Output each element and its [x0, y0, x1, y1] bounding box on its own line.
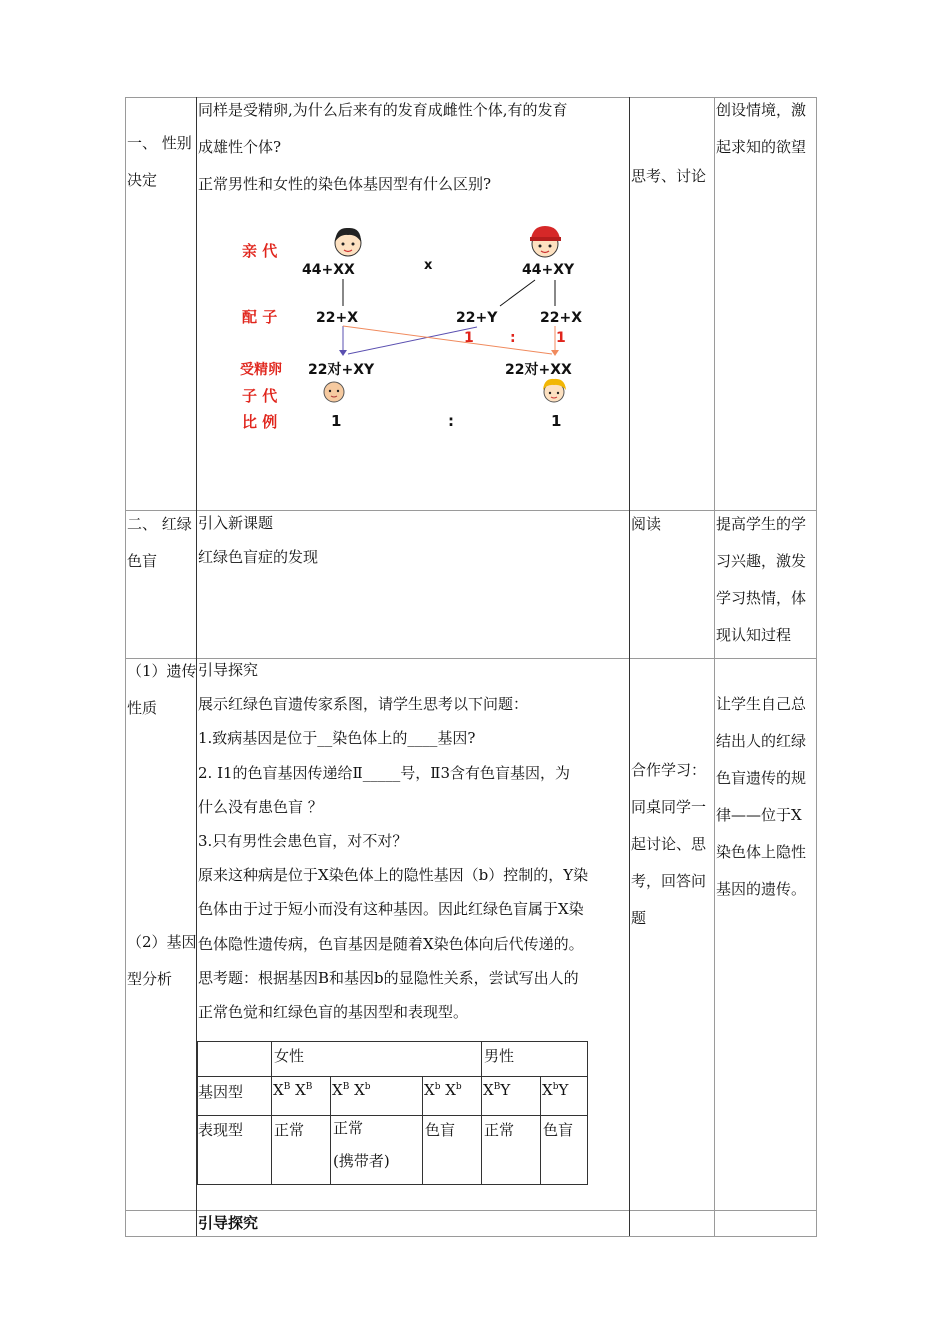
- gt-genotype-base: X: [440, 1081, 456, 1099]
- gt-genotype-sup: B: [342, 1082, 350, 1092]
- r4-col2-text: 引导探究: [198, 1214, 259, 1232]
- table-left-border: [125, 97, 126, 1236]
- r1-col3-line: 思考、讨论: [631, 167, 707, 185]
- r3-col2-line: 2. Ⅰ1的色盲基因传递给Ⅱ_____号，Ⅱ3含有色盲基因，为: [198, 763, 570, 782]
- r3-col1b-line: （2）基因: [127, 933, 197, 951]
- gt-genotype-base: X: [349, 1081, 365, 1099]
- gt-female-header: 女性: [274, 1047, 305, 1065]
- r3-col2-line: 色体由于过于短小而没有这种基因。因此红绿色盲属于X染: [198, 900, 584, 919]
- gt-genotype-base: Y: [500, 1081, 511, 1099]
- gt-phenotype-cell: [333, 1112, 390, 1178]
- gt-genotype-sup: b: [455, 1082, 462, 1092]
- r3-col2-line: 3.只有男性会患色盲，对不对？: [198, 832, 408, 851]
- r2-col4-line: 提高学生的学: [716, 515, 807, 533]
- r1-col1-line: 决定: [127, 171, 158, 189]
- gamete-father-x: 22+X: [540, 310, 583, 326]
- gamete-ratio-left: 1: [464, 330, 474, 346]
- r3-col3-line: 起讨论、思: [631, 835, 707, 853]
- r3-col1a-text: [127, 653, 197, 727]
- r1-col2-line: 同样是受精卵,为什么后来有的发育成雌性个体,有的发育: [198, 101, 568, 119]
- gamete-ratio-colon: :: [510, 330, 516, 346]
- gt-v6: [587, 1041, 588, 1184]
- gt-phenotype-cell: 正常: [484, 1121, 515, 1139]
- r2-col3-line: 阅读: [631, 515, 662, 533]
- r3-col3-text: [631, 752, 706, 937]
- r1-col4-text: [716, 92, 806, 166]
- r2-col2-text: [198, 506, 318, 574]
- gt-genotype-base: X: [483, 1081, 494, 1099]
- gt-male-header: 男性: [484, 1047, 515, 1065]
- label-gametes: 配 子: [242, 308, 278, 326]
- r3-col3-line: 题: [631, 909, 647, 927]
- gt-genotype-label: 基因型: [198, 1083, 244, 1101]
- table-right-border: [816, 97, 817, 1236]
- r2-col4-line: 现认知过程: [716, 626, 792, 644]
- r2-col2-line: 红绿色盲症的发现: [198, 548, 319, 566]
- r3-col4-text: [716, 686, 806, 908]
- label-parents: 亲 代: [242, 242, 278, 260]
- r3-col4-line: 让学生自己总: [716, 695, 807, 713]
- r3-col2-line: 展示红绿色盲遗传家系图，请学生思考以下问题：: [198, 695, 529, 714]
- r3-col2-line: 色体隐性遗传病，色盲基因是随着X染色体向后代传递的。: [198, 934, 584, 953]
- zygote-female: 22对+XX: [505, 362, 572, 378]
- gt-phenotype-cell: 色盲: [425, 1121, 456, 1139]
- gamete-ratio-right: 1: [556, 330, 566, 346]
- gt-genotype-cell: [424, 1081, 462, 1099]
- col3-right-border: [714, 97, 715, 1236]
- r3-col1a-line: 性质: [127, 699, 158, 717]
- mother-face-icon: [335, 228, 361, 256]
- cross-symbol: x: [424, 258, 433, 273]
- gt-v2: [330, 1076, 331, 1184]
- gt-v3: [422, 1076, 423, 1184]
- r2-col3-text: [631, 506, 661, 543]
- baby-boy-icon: [324, 382, 344, 402]
- r3-col2-line: 引导探究: [198, 661, 259, 679]
- r3-col3-line: 同桌同学一: [631, 798, 707, 816]
- r2-col1-line: 二、 红绿: [127, 515, 192, 533]
- r3-col4-line: 律——位于X: [716, 806, 802, 824]
- gt-v5: [540, 1076, 541, 1184]
- r3-col4-line: 结出人的红绿: [716, 732, 807, 750]
- col2-right-border: [629, 97, 630, 1236]
- r3-col1a-line: （1）遗传: [127, 662, 197, 680]
- r2-col1-line: 色盲: [127, 552, 158, 570]
- r1-col1-text: [127, 125, 192, 199]
- r3-col2-line: 正常色觉和红绿色盲的基因型和表现型。: [198, 1003, 469, 1022]
- gt-bottom: [197, 1184, 588, 1185]
- father-karyotype: 44+XY: [522, 262, 575, 278]
- gt-v1: [271, 1041, 272, 1184]
- gt-genotype-sup: B: [283, 1082, 291, 1092]
- gt-genotype-cell: [542, 1081, 568, 1099]
- gt-genotype-base: Y: [558, 1081, 569, 1099]
- ratio-left: 1: [331, 412, 342, 430]
- gt-genotype-sup: b: [364, 1082, 371, 1092]
- gt-genotype-base: X: [273, 1081, 284, 1099]
- r1-col3-text: [631, 158, 706, 195]
- r3-col2-line: 1.致病基因是位于__染色体上的____基因?: [198, 729, 476, 748]
- r1-col4-line: 起求知的欲望: [716, 138, 807, 156]
- gt-top: [197, 1041, 588, 1042]
- gt-phenotype-label: 表现型: [198, 1121, 244, 1139]
- father-face-icon: [530, 226, 561, 257]
- sex-determination-diagram: [230, 222, 610, 437]
- gt-carrier-note: (携带者): [333, 1152, 390, 1170]
- r2-col1-text: [127, 506, 192, 580]
- r2-col4-line: 学习热情，体: [716, 589, 807, 607]
- r1-col2-text: [198, 92, 568, 203]
- r3-col3-line: 合作学习：: [631, 761, 707, 779]
- gt-genotype-base: X: [332, 1081, 343, 1099]
- zygote-male: 22对+XY: [308, 362, 375, 378]
- gt-genotype-base: X: [542, 1081, 553, 1099]
- gt-phenotype-value: 正常: [333, 1119, 364, 1137]
- r3-col2-text: [198, 653, 588, 1029]
- r3-col2-line: 原来这种病是位于X染色体上的隐性基因（b）控制的，Y染: [198, 866, 589, 885]
- baby-girl-icon: [543, 379, 566, 402]
- label-zygote: 受精卵: [240, 362, 282, 378]
- gt-genotype-cell: [273, 1081, 312, 1099]
- r3-col4-line: 基因的遗传。: [716, 880, 807, 898]
- gt-v0: [197, 1041, 198, 1184]
- r1-col2-line: 正常男性和女性的染色体基因型有什么区别?: [198, 175, 492, 193]
- gt-genotype-base: X: [424, 1081, 435, 1099]
- gt-genotype-sup: b: [434, 1082, 441, 1092]
- gamete-father-y: 22+Y: [456, 310, 498, 326]
- r3-col4-line: 染色体上隐性: [716, 843, 807, 861]
- r3-col1b-text: [127, 924, 197, 998]
- r1-col2-line: 成雄性个体?: [198, 138, 282, 156]
- gt-genotype-sup: b: [552, 1082, 559, 1092]
- gt-genotype-cell: [483, 1081, 510, 1099]
- gt-genotype-sup: B: [493, 1082, 501, 1092]
- gt-phenotype-cell: 色盲: [543, 1121, 574, 1139]
- r2-col4-text: [716, 506, 806, 654]
- r1-col1-line: 一、 性别: [127, 134, 192, 152]
- r3-col4-line: 色盲遗传的规: [716, 769, 807, 787]
- r3-col2-line: 什么没有患色盲 ？: [198, 797, 323, 816]
- r2-col4-line: 习兴趣，激发: [716, 552, 807, 570]
- gt-genotype-cell: [332, 1081, 371, 1099]
- r3-col3-line: 考，回答问: [631, 872, 707, 890]
- r2-col2-line: 引入新课题: [198, 514, 274, 532]
- label-ratio: 比 例: [242, 413, 278, 431]
- r1-col4-line: 创设情境，激: [716, 101, 807, 119]
- mother-karyotype: 44+XX: [302, 262, 355, 278]
- label-offspring: 子 代: [242, 387, 278, 405]
- gamete-mother: 22+X: [316, 310, 359, 326]
- gt-v4: [481, 1041, 482, 1184]
- ratio-right: 1: [551, 412, 562, 430]
- gt-row1: [197, 1076, 588, 1077]
- gt-genotype-base: X: [290, 1081, 306, 1099]
- gt-row2: [197, 1115, 588, 1116]
- gt-genotype-sup: B: [305, 1082, 313, 1092]
- r3-col2-line: 思考题：根据基因B和基因b的显隐性关系，尝试写出人的: [198, 968, 579, 987]
- ratio-colon: :: [448, 412, 454, 430]
- r3-col1b-line: 型分析: [127, 970, 173, 988]
- gt-phenotype-cell: 正常: [274, 1121, 305, 1139]
